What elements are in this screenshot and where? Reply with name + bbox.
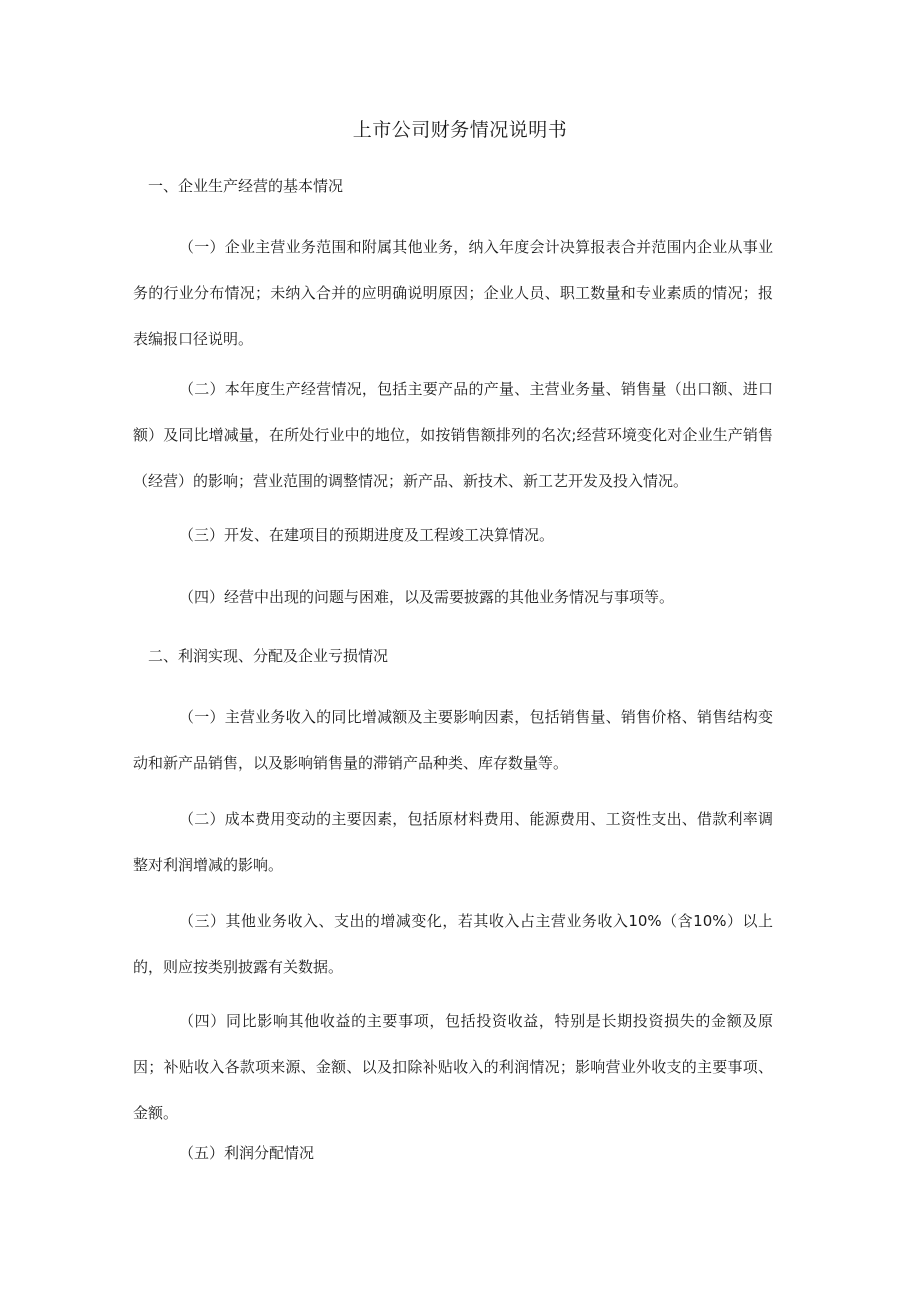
section-2-paragraph-4: （四）同比影响其他收益的主要事项，包括投资收益，特别是长期投资损失的金额及原因；补贴收入各款项来源、金额、以及扣除补贴收入的利润情况；影响营业外收支的主要事项、金额。 — [133, 1012, 773, 1122]
section-2-paragraph-5: （五）利润分配情况 — [179, 1144, 315, 1162]
section-2-paragraph-1: （一）主营业务收入的同比增减额及主要影响因素，包括销售量、销售价格、销售结构变动和新产品销售，以及影响销售量的滞销产品种类、库存数量等。 — [133, 708, 773, 772]
section-2-paragraph-3: （三）其他业务收入、支出的增减变化，若其收入占主营业务收入10%（含10%）以上的，则应按类别披露有关数据。 — [133, 912, 773, 976]
section-1-paragraph-4: （四）经营中出现的问题与困难，以及需要披露的其他业务情况与事项等。 — [179, 588, 675, 606]
section-1-paragraph-3: （三）开发、在建项目的预期进度及工程竣工决算情况。 — [179, 526, 555, 544]
section-2-paragraph-2: （二）成本费用变动的主要因素，包括原材料费用、能源费用、工资性支出、借款利率调整对利润增减的影响。 — [133, 810, 773, 874]
section-heading-2: 二、利润实现、分配及企业亏损情况 — [148, 647, 389, 665]
section-1-paragraph-2: （二）本年度生产经营情况，包括主要产品的产量、主营业务量、销售量（出口额、进口额）及同比增减量，在所处行业中的地位，如按销售额排列的名次;经营环境变化对企业生产销售（经营）的影响；营业范围的调整情况；新产品、新技术、新工艺开发及投入情况。 — [133, 380, 773, 490]
document-title: 上市公司财务情况说明书 — [352, 119, 568, 141]
section-heading-1: 一、企业生产经营的基本情况 — [148, 177, 344, 195]
section-1-paragraph-1: （一）企业主营业务范围和附属其他业务，纳入年度会计决算报表合并范围内企业从事业务的行业分布情况；未纳入合并的应明确说明原因；企业人员、职工数量和专业素质的情况；报表编报口径说明。 — [133, 238, 773, 348]
